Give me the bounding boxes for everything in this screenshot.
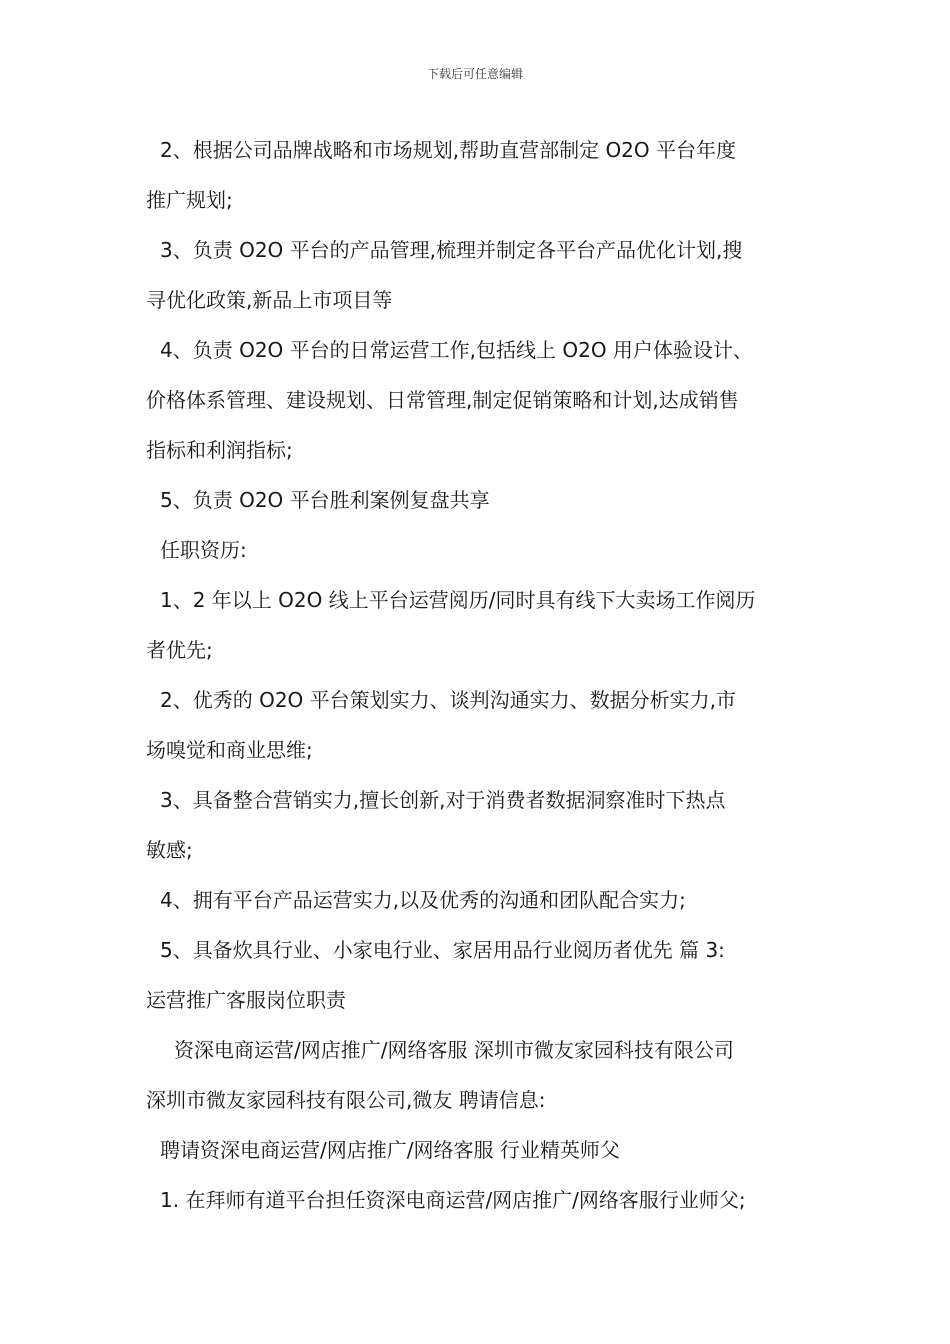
- text-line: 推广规划;: [146, 188, 233, 212]
- text-line: 者优先;: [146, 638, 213, 662]
- section-heading: 运营推广客服岗位职责: [146, 988, 346, 1012]
- text-line: 价格体系管理、建设规划、日常管理,制定促销策略和计划,达成销售: [146, 388, 739, 412]
- text-line: 3、具备整合营销实力,擅长创新,对于消费者数据洞察准时下热点: [160, 788, 726, 812]
- text-line: 4、拥有平台产品运营实力,以及优秀的沟通和团队配合实力;: [160, 888, 686, 912]
- text-line: 寻优化政策,新品上市项目等: [146, 288, 393, 312]
- text-line: 资深电商运营/网店推广/网络客服 深圳市微友家园科技有限公司: [174, 1038, 734, 1062]
- text-line: 5、负责 O2O 平台胜利案例复盘共享: [160, 488, 490, 512]
- text-line: 聘请资深电商运营/网店推广/网络客服 行业精英师父: [160, 1138, 620, 1162]
- text-line: 2、优秀的 O2O 平台策划实力、谈判沟通实力、数据分析实力,市: [160, 688, 737, 712]
- text-line: 4、负责 O2O 平台的日常运营工作,包括线上 O2O 用户体验设计、: [160, 338, 753, 362]
- text-line: 2、根据公司品牌战略和市场规划,帮助直营部制定 O2O 平台年度: [160, 138, 737, 162]
- text-line: 场嗅觉和商业思维;: [146, 738, 313, 762]
- text-line: 3、负责 O2O 平台的产品管理,梳理并制定各平台产品优化计划,搜: [160, 238, 743, 262]
- text-line: 1. 在拜师有道平台担任资深电商运营/网店推广/网络客服行业师父;: [160, 1188, 746, 1212]
- text-line: 深圳市微友家园科技有限公司,微友 聘请信息:: [146, 1088, 546, 1112]
- page-header: 下载后可任意编辑: [426, 67, 523, 81]
- section-heading: 任职资历:: [160, 538, 247, 562]
- text-line: 1、2 年以上 O2O 线上平台运营阅历/同时具有线下大卖场工作阅历: [160, 588, 756, 612]
- text-line: 指标和利润指标;: [146, 438, 293, 462]
- text-line: 敏感;: [146, 838, 193, 862]
- document-body: [146, 130, 826, 1230]
- text-line: 5、具备炊具行业、小家电行业、家居用品行业阅历者优先 篇 3:: [160, 938, 725, 962]
